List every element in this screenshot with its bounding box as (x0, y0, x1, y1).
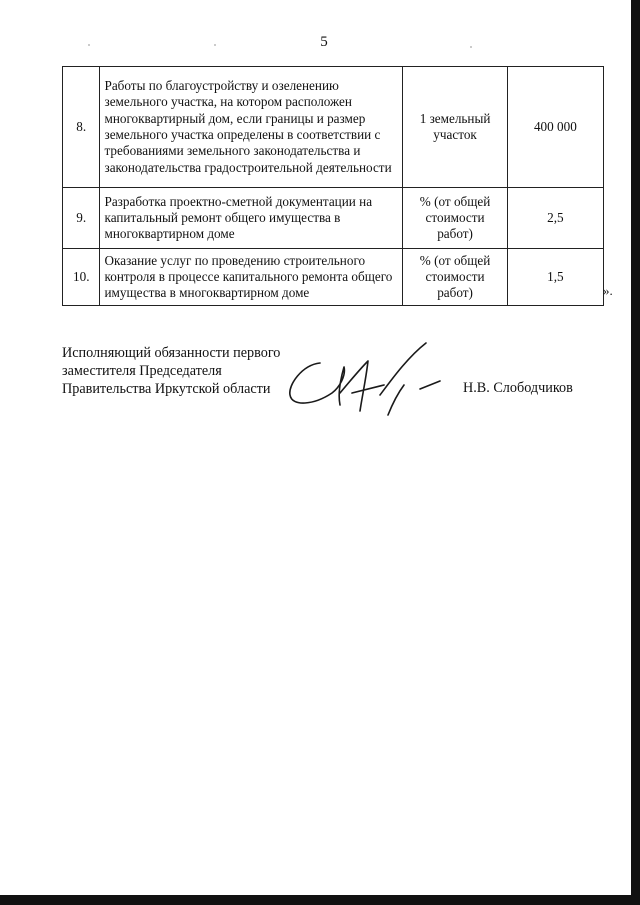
position-line: Правительства Иркутской области (62, 381, 271, 397)
work-name: Разработка проектно-сметной документации на капитальный ремонт общего имущества в многоквартирном доме (100, 188, 403, 249)
scan-speck (214, 44, 216, 46)
works-table (62, 66, 604, 306)
signatory-position (62, 344, 280, 398)
position-line: заместителя Председателя (62, 363, 222, 379)
handwritten-signature (280, 335, 460, 430)
unit-of-measure: % (от общей стоимости работ) (403, 249, 507, 306)
signer-name: Н.В. Слободчиков (463, 380, 573, 396)
table-row (63, 67, 604, 188)
unit-of-measure: 1 земельный участок (403, 67, 507, 188)
row-number: 9. (63, 188, 100, 249)
scan-speck (470, 46, 472, 48)
cost-value: 1,5 (507, 249, 603, 306)
table-row (63, 249, 604, 306)
scan-border-bottom (0, 895, 640, 905)
page-number: 5 (320, 34, 328, 50)
scan-border-right (631, 0, 640, 905)
closing-quote: ». (603, 283, 613, 298)
cost-value: 400 000 (507, 67, 603, 188)
work-name: Работы по благоустройству и озеленению земельного участка, на котором расположен многоквартирный дом, если границы и размер земельного участка определены в соответствии с требованиями земельного законодательства и законодательства градостроительной деятельности (100, 67, 403, 188)
row-number: 8. (63, 67, 100, 188)
position-line: Исполняющий обязанности первого (62, 345, 281, 361)
work-name: Оказание услуг по проведению строительного контроля в процессе капитального ремонта общего имущества в многоквартирном доме (100, 249, 403, 306)
row-number: 10. (63, 249, 100, 306)
table-row (63, 188, 604, 249)
cost-value: 2,5 (507, 188, 603, 249)
scan-speck (88, 44, 90, 46)
unit-of-measure: % (от общей стоимости работ) (403, 188, 507, 249)
